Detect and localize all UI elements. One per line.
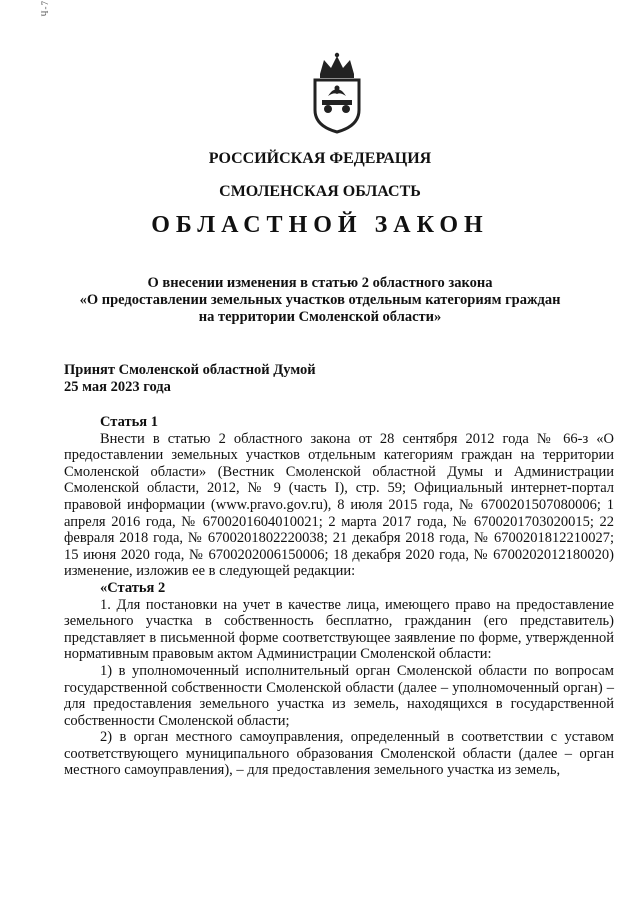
law-subject bbox=[0, 275, 640, 326]
article-2-subitem-2: 2) в орган местного самоуправления, определенный в соответствии с уставом соответствующего муниципального образования Смоленской области (далее – орган местного самоуправления), – для предоставления земельного участка из земель, bbox=[64, 729, 614, 779]
adoption-date: 25 мая 2023 года bbox=[64, 379, 171, 395]
article-2-subitem-1: 1) в уполномоченный исполнительный орган Смоленской области по вопросам государственной собственности Смоленской области (далее – уполномоченный орган) – для предоставления земельного участка из земель, находящихся в государственной собственности Смоленской области; bbox=[64, 662, 614, 729]
subject-line: «О предоставлении земельных участков отдельным категориям граждан bbox=[79, 292, 561, 308]
adoption-body: Принят Смоленской областной Думой bbox=[64, 362, 316, 378]
article-2-title: «Статья 2 bbox=[100, 579, 166, 596]
article-2-item-1: 1. Для постановки на учет в качестве лица, имеющего право на предоставление земельного участка в собственность бесплатно, гражданин (его представитель) представляет в письменной форме соответствующее заявление по форме, утвержденной нормативным правовым актом Администрации Смоленской области: bbox=[64, 596, 614, 663]
law-text bbox=[64, 414, 614, 779]
subject-line: на территории Смоленской области» bbox=[198, 309, 442, 325]
article-1-title: Статья 1 bbox=[100, 414, 158, 430]
document-type-heading: ОБЛАСТНОЙ ЗАКОН bbox=[151, 212, 489, 238]
subject-line: О внесении изменения в статью 2 областного закона bbox=[147, 275, 493, 291]
adoption-info bbox=[64, 362, 316, 396]
article-1-paragraph: Внести в статью 2 областного закона от 28 сентября 2012 года № 66-з «О предоставлении земельных участков отдельным категориям граждан на территории Смоленской области» (Вестник Смоленской областной Думы и Администрации Смоленской области, 2012, № 9 (часть I), стр. 59; Официальный интернет-портал правовой информации (www.pravo.gov.ru), 8 июля 2015 года, № 6700201507080006; 1 апреля 2016 года, № 6700201604010021; 2 марта 2017 года, № 6700201703020015; 22 февраля 2018 года, № 6700201802220038; 21 декабря 2018 года, № 6700201812210027; 15 июня 2020 года, № 6700202006150006; 18 декабря 2020 года, № 6700202012180020) изменение, изложив ее в следующей редакции: bbox=[64, 430, 614, 580]
country-heading: РОССИЙСКАЯ ФЕДЕРАЦИЯ bbox=[208, 150, 432, 167]
smolensk-coat-of-arms-icon bbox=[306, 52, 368, 134]
region-heading: СМОЛЕНСКАЯ ОБЛАСТЬ bbox=[219, 183, 421, 200]
corner-handwritten-mark: Ч-7 bbox=[40, 0, 50, 17]
